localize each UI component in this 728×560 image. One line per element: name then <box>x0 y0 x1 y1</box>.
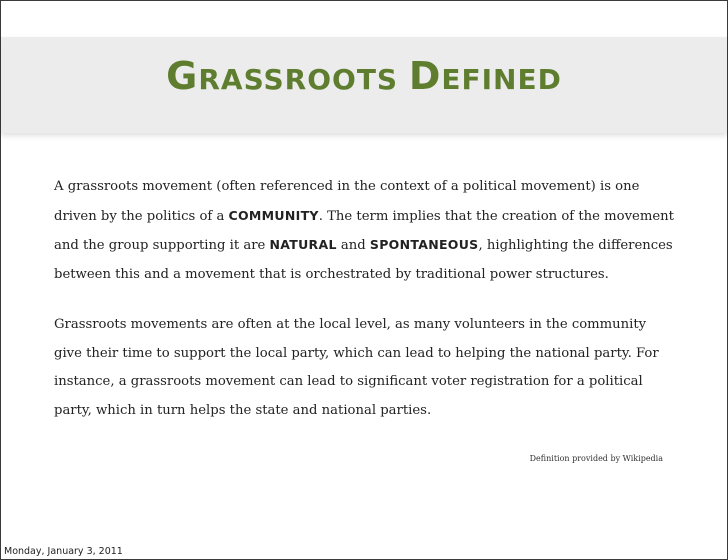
title-part: D <box>408 54 442 98</box>
slide-body <box>54 173 674 425</box>
text-segment: A grassroots movement (often referenced in the context of a political movement) is one driven by the politics of a <box>54 179 640 224</box>
text-segment: and <box>336 238 370 253</box>
text-segment: . The term implies that the creation of the movement and the group supporting it are <box>54 208 674 253</box>
title-part: RASSROOTS <box>198 63 409 96</box>
title-part: EFINED <box>441 63 562 96</box>
emphasis-word-community: COMMUNITY <box>228 207 319 223</box>
footer-date: Monday, January 3, 2011 <box>4 546 123 557</box>
title-part: G <box>166 54 199 98</box>
source-credit: Definition provided by Wikipedia <box>529 454 663 463</box>
emphasis-word-natural: NATURAL <box>269 237 337 252</box>
emphasis-word-spontaneous: SPONTANEOUS <box>369 237 479 252</box>
definition-paragraph <box>54 173 674 289</box>
slide-title <box>1 54 727 98</box>
local-level-paragraph: Grassroots movements are often at the local level, as many volunteers in the community give their time to support the local party, which can lead to helping the national party. For instance, a grassroots movement can lead to significant voter registration for a political party, which in turn helps the state and national parties. <box>54 317 659 418</box>
text-segment: , highlighting the differences between this and a movement that is orchestrated by traditional power structures. <box>54 238 673 282</box>
